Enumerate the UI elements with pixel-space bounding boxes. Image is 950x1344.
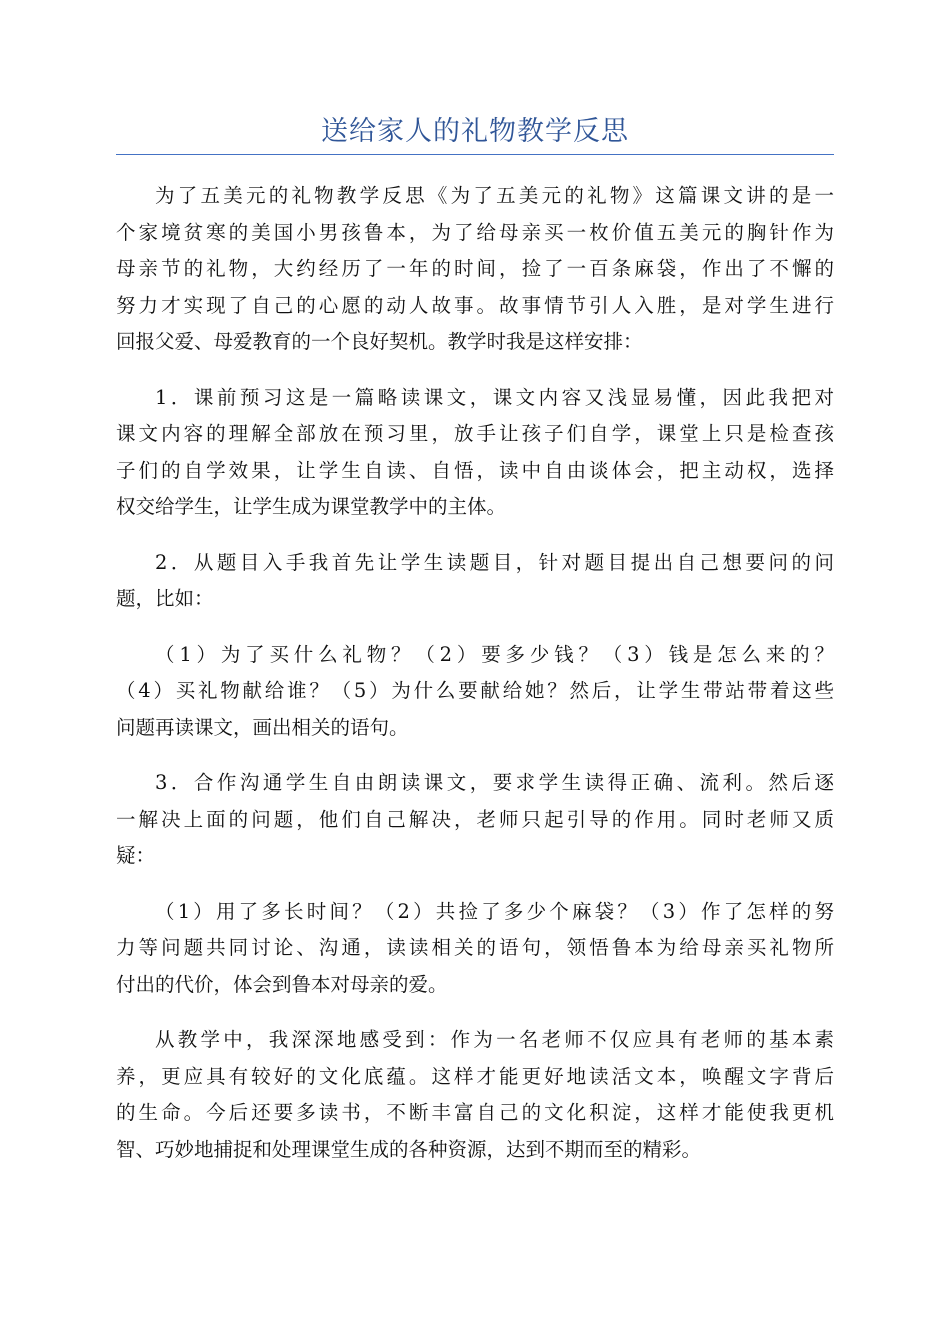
paragraph-intro	[116, 178, 834, 361]
text-line: （1）用了多长时间？（2）共捡了多少个麻袋？（3）作了怎样的努	[155, 899, 834, 923]
text-line: 1．课前预习这是一篇略读课文，课文内容又浅显易懂，因此我把对	[155, 385, 834, 409]
paragraph-conclusion	[116, 1022, 834, 1168]
text-line: 2．从题目入手我首先让学生读题目，针对题目提出自己想要问的问	[155, 550, 834, 574]
paragraph-questions-2	[116, 894, 834, 1004]
text-line: 付出的代价，体会到鲁本对母亲的爱。	[116, 972, 448, 996]
text-line: 疑：	[116, 844, 156, 867]
paragraph-step-2	[116, 545, 834, 618]
document-title: 送给家人的礼物教学反思	[321, 116, 629, 147]
text-line: 力等问题共同讨论、沟通，读读相关的语句，领悟鲁本为给母亲买礼物所	[116, 936, 834, 959]
text-line: 母亲节的礼物，大约经历了一年的时间，捡了一百条麻袋，作出了不懈的	[116, 257, 834, 280]
title-underline	[116, 154, 834, 155]
text-line: 3．合作沟通学生自由朗读课文，要求学生读得正确、流利。然后逐	[155, 771, 834, 794]
text-line: 一解决上面的问题，他们自己解决，老师只起引导的作用。同时老师又质	[116, 807, 834, 831]
paragraph-step-1	[116, 380, 834, 526]
text-line: 问题再读课文，画出相关的语句。	[116, 715, 409, 739]
text-line: 养，更应具有较好的文化底蕴。这样才能更好地读活文本，唤醒文字背后	[116, 1064, 834, 1088]
text-line: 课文内容的理解全部放在预习里，放手让孩子们自学，课堂上只是检查孩	[116, 422, 834, 445]
text-line: （4）买礼物献给谁？（5）为什么要献给她？然后，让学生带站带着这些	[116, 679, 834, 702]
text-line: 智、巧妙地捕捉和处理课堂生成的各种资源，达到不期而至的精彩。	[116, 1137, 702, 1161]
text-line: 个家境贫寒的美国小男孩鲁本，为了给母亲买一枚价值五美元的胸针作为	[116, 220, 834, 244]
paragraph-questions-1	[116, 637, 834, 747]
text-line: 从教学中，我深深地感受到：作为一名老师不仅应具有老师的基本素	[155, 1028, 834, 1051]
document-body	[116, 178, 834, 1187]
text-line: 为了五美元的礼物教学反思《为了五美元的礼物》这篇课文讲的是一	[155, 184, 834, 207]
paragraph-step-3	[116, 765, 834, 875]
text-line: 权交给学生，让学生成为课堂教学中的主体。	[116, 495, 507, 518]
text-line: 努力才实现了自己的心愿的动人故事。故事情节引人入胜，是对学生进行	[116, 293, 834, 317]
text-line: 子们的自学效果，让学生自读、自悟，读中自由谈体会，把主动权，选择	[116, 458, 834, 482]
text-line: 回报父爱、母爱教育的一个良好契机。教学时我是这样安排：	[116, 330, 643, 353]
text-line: 题，比如：	[116, 587, 214, 610]
text-line: 的生命。今后还要多读书，不断丰富自己的文化积淀，这样才能使我更机	[116, 1101, 834, 1124]
text-line: （1）为了买什么礼物？（2）要多少钱？（3）钱是怎么来的？	[155, 642, 834, 666]
